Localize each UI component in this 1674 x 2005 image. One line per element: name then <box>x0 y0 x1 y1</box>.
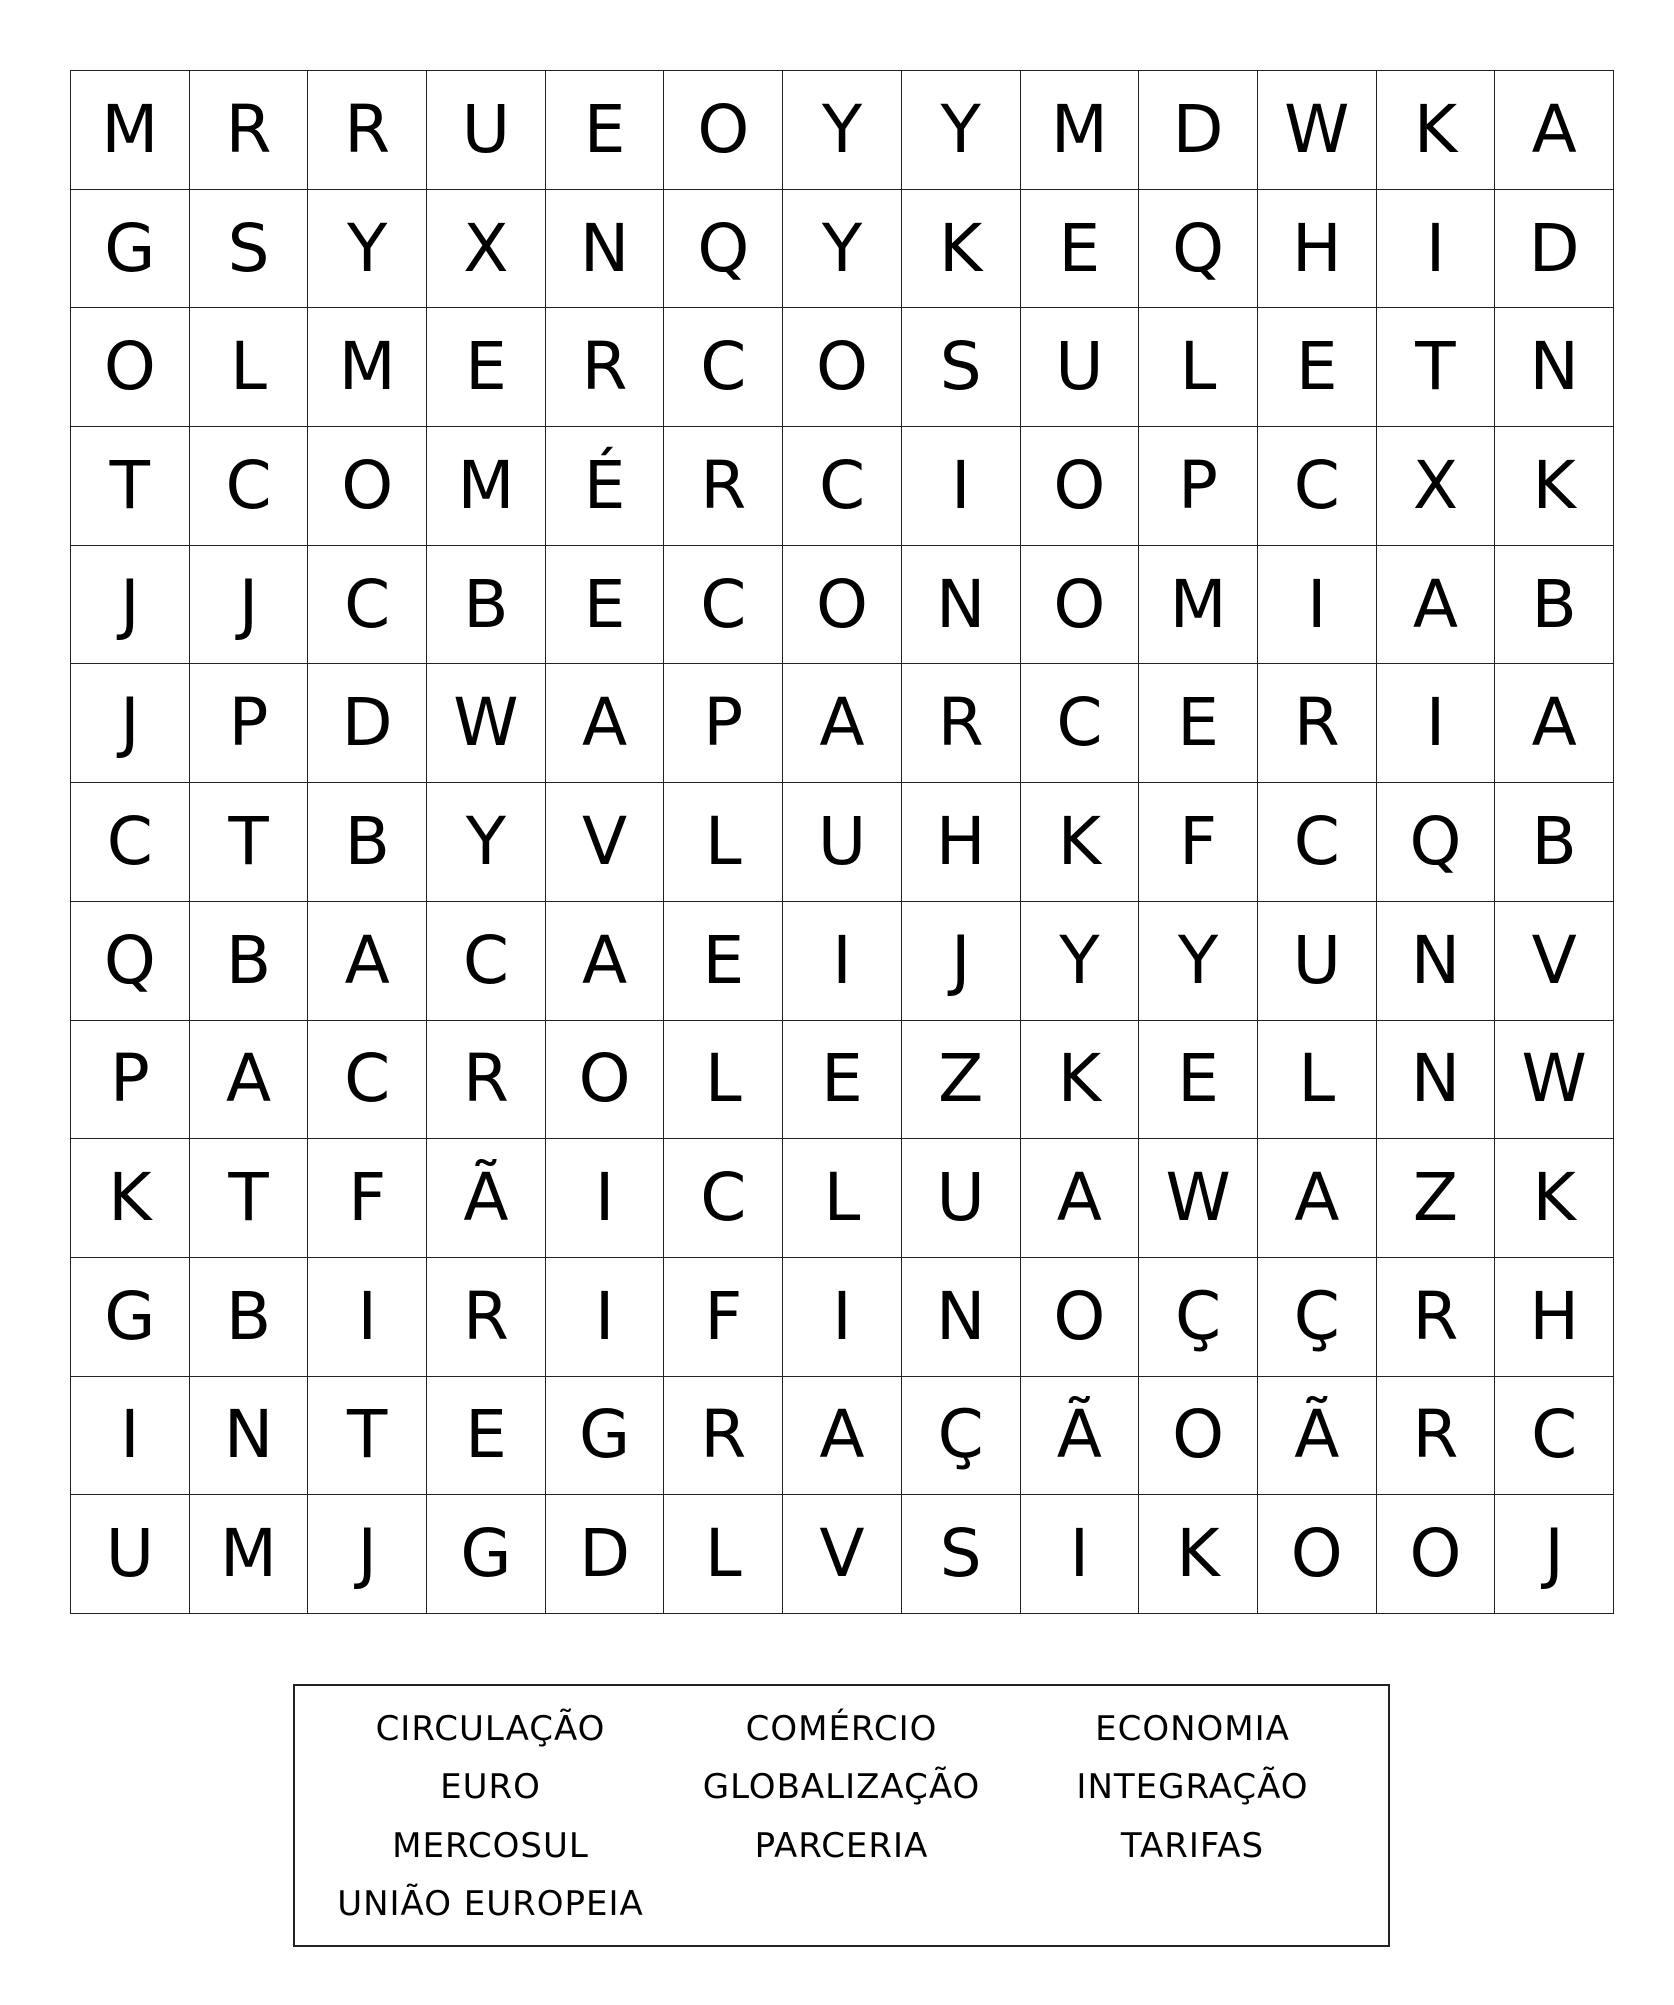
grid-cell[interactable]: H <box>1495 1258 1614 1377</box>
grid-cell[interactable]: R <box>427 1258 546 1377</box>
grid-cell[interactable]: E <box>664 902 783 1021</box>
grid-cell[interactable]: A <box>308 902 427 1021</box>
grid-cell[interactable]: J <box>190 546 309 665</box>
grid-cell[interactable]: D <box>546 1495 665 1614</box>
grid-cell[interactable]: W <box>1139 1139 1258 1258</box>
grid-cell[interactable]: O <box>1021 427 1140 546</box>
grid-cell[interactable]: J <box>902 902 1021 1021</box>
word-bank-item: MERCOSUL <box>392 1825 589 1866</box>
grid-cell[interactable]: R <box>308 71 427 190</box>
grid-cell[interactable]: N <box>1377 902 1496 1021</box>
grid-cell[interactable]: Ã <box>427 1139 546 1258</box>
grid-cell[interactable]: I <box>546 1139 665 1258</box>
grid-cell[interactable]: C <box>427 902 546 1021</box>
grid-cell[interactable]: E <box>1258 308 1377 427</box>
grid-cell[interactable]: Y <box>427 783 546 902</box>
grid-cell[interactable]: E <box>783 1021 902 1140</box>
grid-cell[interactable]: D <box>308 664 427 783</box>
grid-cell[interactable]: A <box>783 664 902 783</box>
grid-cell[interactable]: C <box>783 427 902 546</box>
grid-cell[interactable]: É <box>546 427 665 546</box>
word-bank-item: COMÉRCIO <box>745 1709 938 1750</box>
grid-cell[interactable]: T <box>308 1377 427 1496</box>
grid-cell[interactable]: R <box>1258 664 1377 783</box>
grid-cell[interactable]: S <box>190 190 309 309</box>
word-bank-item: GLOBALIZAÇÃO <box>702 1767 981 1808</box>
grid-cell[interactable]: E <box>1021 190 1140 309</box>
grid-cell[interactable]: R <box>1377 1258 1496 1377</box>
grid-cell[interactable]: T <box>190 1139 309 1258</box>
grid-cell[interactable]: H <box>902 783 1021 902</box>
grid-cell[interactable]: C <box>664 1139 783 1258</box>
grid-cell[interactable]: L <box>783 1139 902 1258</box>
grid-cell[interactable]: L <box>664 1495 783 1614</box>
grid-cell[interactable]: Q <box>71 902 190 1021</box>
grid-cell[interactable]: O <box>1258 1495 1377 1614</box>
grid-cell[interactable]: T <box>1377 308 1496 427</box>
grid-cell[interactable]: O <box>71 308 190 427</box>
grid-cell[interactable]: Ç <box>1139 1258 1258 1377</box>
grid-cell[interactable]: M <box>190 1495 309 1614</box>
grid-cell[interactable]: Q <box>1377 783 1496 902</box>
grid-cell[interactable]: B <box>308 783 427 902</box>
grid-cell[interactable]: B <box>1495 546 1614 665</box>
grid-cell[interactable]: C <box>664 308 783 427</box>
grid-cell[interactable]: S <box>902 1495 1021 1614</box>
grid-cell[interactable]: O <box>664 71 783 190</box>
grid-cell[interactable]: Z <box>1377 1139 1496 1258</box>
grid-cell[interactable]: C <box>1258 783 1377 902</box>
grid-cell[interactable]: J <box>1495 1495 1614 1614</box>
grid-cell[interactable]: F <box>308 1139 427 1258</box>
grid-cell[interactable]: W <box>1258 71 1377 190</box>
grid-cell[interactable]: R <box>1377 1377 1496 1496</box>
grid-cell[interactable]: Q <box>1139 190 1258 309</box>
grid-cell[interactable]: L <box>1258 1021 1377 1140</box>
word-bank-item: EURO <box>440 1767 541 1808</box>
grid-cell[interactable]: C <box>1495 1377 1614 1496</box>
grid-cell[interactable]: C <box>1021 664 1140 783</box>
grid-cell[interactable]: H <box>1258 190 1377 309</box>
grid-cell[interactable]: E <box>427 308 546 427</box>
grid-cell[interactable]: Ç <box>902 1377 1021 1496</box>
grid-cell[interactable]: P <box>1139 427 1258 546</box>
grid-cell[interactable]: C <box>308 1021 427 1140</box>
grid-cell[interactable]: Y <box>1021 902 1140 1021</box>
grid-cell[interactable]: A <box>1021 1139 1140 1258</box>
grid-cell[interactable]: K <box>1139 1495 1258 1614</box>
grid-cell[interactable]: K <box>1021 783 1140 902</box>
grid-cell[interactable]: Y <box>783 190 902 309</box>
grid-cell[interactable]: T <box>190 783 309 902</box>
grid-cell[interactable]: L <box>1139 308 1258 427</box>
grid-cell[interactable]: M <box>1021 71 1140 190</box>
word-bank-item: UNIÃO EUROPEIA <box>337 1883 644 1924</box>
grid-cell[interactable]: C <box>664 546 783 665</box>
word-bank-item: ECONOMIA <box>1095 1709 1290 1750</box>
grid-cell[interactable]: M <box>1139 546 1258 665</box>
grid-cell[interactable]: N <box>1377 1021 1496 1140</box>
grid-cell[interactable]: A <box>1495 664 1614 783</box>
grid-cell[interactable]: R <box>190 71 309 190</box>
grid-cell[interactable]: V <box>1495 902 1614 1021</box>
grid-cell[interactable]: E <box>1139 664 1258 783</box>
grid-cell[interactable]: B <box>190 1258 309 1377</box>
grid-cell[interactable]: W <box>1495 1021 1614 1140</box>
grid-cell[interactable]: N <box>190 1377 309 1496</box>
grid-cell[interactable]: U <box>783 783 902 902</box>
grid-cell[interactable]: O <box>1139 1377 1258 1496</box>
grid-cell[interactable]: O <box>1377 1495 1496 1614</box>
grid-cell[interactable]: K <box>71 1139 190 1258</box>
grid-cell[interactable]: T <box>71 427 190 546</box>
grid-cell[interactable]: U <box>71 1495 190 1614</box>
grid-cell[interactable]: L <box>664 783 783 902</box>
word-bank-item: PARCERIA <box>754 1825 929 1866</box>
grid-cell[interactable]: M <box>71 71 190 190</box>
grid-cell[interactable]: D <box>1495 190 1614 309</box>
grid-cell[interactable]: V <box>546 783 665 902</box>
grid-cell[interactable]: C <box>1258 427 1377 546</box>
grid-cell[interactable]: K <box>1021 1021 1140 1140</box>
grid-cell[interactable]: G <box>71 1258 190 1377</box>
grid-cell[interactable]: L <box>190 308 309 427</box>
grid-cell[interactable]: M <box>308 308 427 427</box>
grid-cell[interactable]: B <box>427 546 546 665</box>
grid-cell[interactable]: Y <box>783 71 902 190</box>
word-bank-item: INTEGRAÇÃO <box>1076 1767 1309 1808</box>
grid-cell[interactable]: J <box>71 546 190 665</box>
grid-cell[interactable]: O <box>308 427 427 546</box>
grid-cell[interactable]: O <box>783 308 902 427</box>
grid-cell[interactable]: K <box>1495 427 1614 546</box>
grid-cell[interactable]: K <box>1495 1139 1614 1258</box>
grid-cell[interactable]: A <box>190 1021 309 1140</box>
grid-cell[interactable]: X <box>1377 427 1496 546</box>
grid-cell[interactable]: A <box>1495 71 1614 190</box>
grid-cell[interactable]: U <box>427 71 546 190</box>
grid-cell[interactable]: E <box>546 71 665 190</box>
grid-cell[interactable]: A <box>1258 1139 1377 1258</box>
grid-cell[interactable]: Y <box>902 71 1021 190</box>
grid-cell[interactable]: I <box>902 427 1021 546</box>
grid-cell[interactable]: Z <box>902 1021 1021 1140</box>
grid-cell[interactable]: O <box>546 1021 665 1140</box>
grid-cell[interactable]: Ã <box>1258 1377 1377 1496</box>
grid-cell[interactable]: R <box>664 427 783 546</box>
grid-cell[interactable]: I <box>783 1258 902 1377</box>
word-bank-item: TARIFAS <box>1120 1825 1265 1866</box>
grid-cell[interactable]: Y <box>308 190 427 309</box>
grid-cell[interactable]: I <box>783 902 902 1021</box>
grid-cell[interactable]: B <box>190 902 309 1021</box>
word-search-grid <box>70 70 1614 1614</box>
grid-cell[interactable]: A <box>1377 546 1496 665</box>
grid-cell[interactable]: Ç <box>1258 1258 1377 1377</box>
grid-cell[interactable]: I <box>1021 1495 1140 1614</box>
grid-cell[interactable]: U <box>1021 308 1140 427</box>
grid-cell[interactable]: I <box>308 1258 427 1377</box>
word-bank <box>293 1684 1390 1947</box>
grid-cell[interactable]: A <box>783 1377 902 1496</box>
grid-cell[interactable]: D <box>1139 71 1258 190</box>
grid-cell[interactable]: R <box>427 1021 546 1140</box>
grid-cell[interactable]: K <box>1377 71 1496 190</box>
grid-cell[interactable]: S <box>902 308 1021 427</box>
grid-cell[interactable]: N <box>902 1258 1021 1377</box>
grid-cell[interactable]: G <box>71 190 190 309</box>
grid-cell[interactable]: P <box>664 664 783 783</box>
grid-cell[interactable]: B <box>1495 783 1614 902</box>
grid-cell[interactable]: G <box>427 1495 546 1614</box>
grid-cell[interactable]: E <box>546 546 665 665</box>
grid-cell[interactable]: C <box>308 546 427 665</box>
grid-cell[interactable]: L <box>664 1021 783 1140</box>
grid-cell[interactable]: M <box>427 427 546 546</box>
grid-cell[interactable]: I <box>1377 664 1496 783</box>
word-bank-item: CIRCULAÇÃO <box>375 1709 606 1750</box>
grid-cell[interactable]: C <box>71 783 190 902</box>
grid-cell[interactable]: F <box>1139 783 1258 902</box>
grid-cell[interactable]: R <box>546 308 665 427</box>
grid-cell[interactable]: Q <box>664 190 783 309</box>
grid-cell[interactable]: G <box>546 1377 665 1496</box>
grid-cell[interactable]: N <box>546 190 665 309</box>
grid-cell[interactable]: C <box>190 427 309 546</box>
grid-cell[interactable]: J <box>71 664 190 783</box>
grid-cell[interactable]: N <box>902 546 1021 665</box>
grid-cell[interactable]: O <box>783 546 902 665</box>
grid-cell[interactable]: I <box>546 1258 665 1377</box>
grid-cell[interactable]: E <box>1139 1021 1258 1140</box>
grid-cell[interactable]: I <box>1377 190 1496 309</box>
grid-cell[interactable]: J <box>308 1495 427 1614</box>
grid-cell[interactable]: P <box>71 1021 190 1140</box>
grid-cell[interactable]: A <box>546 664 665 783</box>
grid-cell[interactable]: K <box>902 190 1021 309</box>
grid-cell[interactable]: E <box>427 1377 546 1496</box>
grid-cell[interactable]: X <box>427 190 546 309</box>
grid-cell[interactable]: P <box>190 664 309 783</box>
grid-cell[interactable]: O <box>1021 546 1140 665</box>
grid-cell[interactable]: V <box>783 1495 902 1614</box>
grid-cell[interactable]: R <box>902 664 1021 783</box>
grid-cell[interactable]: I <box>1258 546 1377 665</box>
grid-cell[interactable]: O <box>1021 1258 1140 1377</box>
grid-cell[interactable]: I <box>71 1377 190 1496</box>
grid-cell[interactable]: F <box>664 1258 783 1377</box>
grid-cell[interactable]: U <box>902 1139 1021 1258</box>
grid-cell[interactable]: N <box>1495 308 1614 427</box>
grid-cell[interactable]: Ã <box>1021 1377 1140 1496</box>
grid-cell[interactable]: W <box>427 664 546 783</box>
grid-cell[interactable]: Y <box>1139 902 1258 1021</box>
grid-cell[interactable]: R <box>664 1377 783 1496</box>
grid-cell[interactable]: U <box>1258 902 1377 1021</box>
grid-cell[interactable]: A <box>546 902 665 1021</box>
